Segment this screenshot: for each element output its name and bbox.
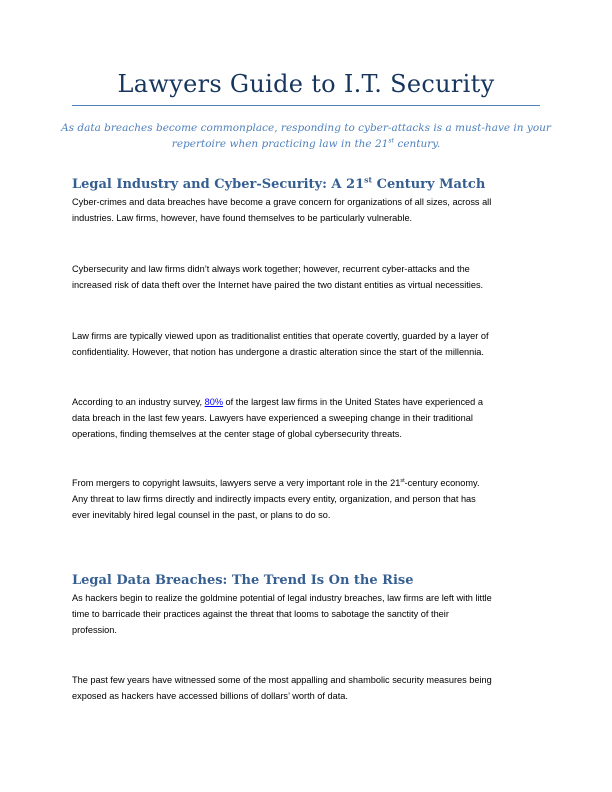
paragraph-line: ever inevitably hired legal counsel in the past, or plans to do so. (72, 510, 331, 520)
text: repertoire when practicing law in the 21 (171, 138, 389, 150)
text: century. (394, 138, 441, 150)
subtitle-line: As data breaches become commonplace, responding to cyber-attacks is a must-have in your (61, 122, 551, 134)
section-heading (72, 177, 485, 192)
superscript: st (400, 477, 405, 484)
paragraph-line: operations, finding themselves at the center stage of global cybersecurity threats. (72, 429, 402, 439)
paragraph-line (72, 478, 480, 488)
paragraph-line: Law firms are typically viewed upon as traditionalist entities that operate covertly, guarded by a layer of (72, 331, 489, 341)
paragraph-line: Cyber-crimes and data breaches have become a grave concern for organizations of all sizes, across all (72, 197, 492, 207)
subtitle-line (60, 138, 552, 150)
paragraph-line: profession. (72, 625, 117, 635)
text: of the largest law firms in the United States have experienced a (223, 397, 483, 407)
paragraph-line: confidentiality. However, that notion has undergone a drastic alteration since the start of the millennia. (72, 347, 484, 357)
superscript: st (364, 175, 373, 185)
paragraph-line: The past few years have witnessed some of the most appalling and shambolic security measures being (72, 675, 492, 685)
survey-link[interactable]: 80% (204, 397, 223, 407)
paragraph-line: Cybersecurity and law firms didn’t always work together; however, recurrent cyber-attacks and the (72, 264, 470, 274)
paragraph-line: time to barricade their practices against the threat that looms to sabotage the sanctity of their (72, 609, 449, 619)
paragraph-line: increased risk of data theft over the Internet have paired the two distant entities as virtual necessities. (72, 280, 484, 290)
section-heading: Legal Data Breaches: The Trend Is On the Rise (72, 573, 414, 588)
text: Legal Industry and Cyber-Security: A 21 (72, 177, 365, 192)
paragraph-line: exposed as hackers have accessed billions of dollars’ worth of data. (72, 691, 348, 701)
text: -century economy. (404, 478, 480, 488)
paragraph-line: Any threat to law firms directly and indirectly impacts every entity, organization, and person that has (72, 494, 476, 504)
paragraph-line: data breach in the last few years. Lawyers have experienced a sweeping change in their traditional (72, 413, 473, 423)
text: Century Match (372, 177, 486, 192)
document-title: Lawyers Guide to I.T. Security (117, 70, 495, 98)
title-divider (72, 105, 540, 106)
text: According to an industry survey, (72, 397, 205, 407)
paragraph-line: industries. Law firms, however, have found themselves to be particularly vulnerable. (72, 213, 413, 223)
paragraph-line: As hackers begin to realize the goldmine potential of legal industry breaches, law firms are left with little (72, 593, 492, 603)
superscript: st (388, 137, 395, 145)
text: From mergers to copyright lawsuits, lawyers serve a very important role in the 21 (72, 478, 401, 488)
paragraph-line (72, 397, 483, 407)
